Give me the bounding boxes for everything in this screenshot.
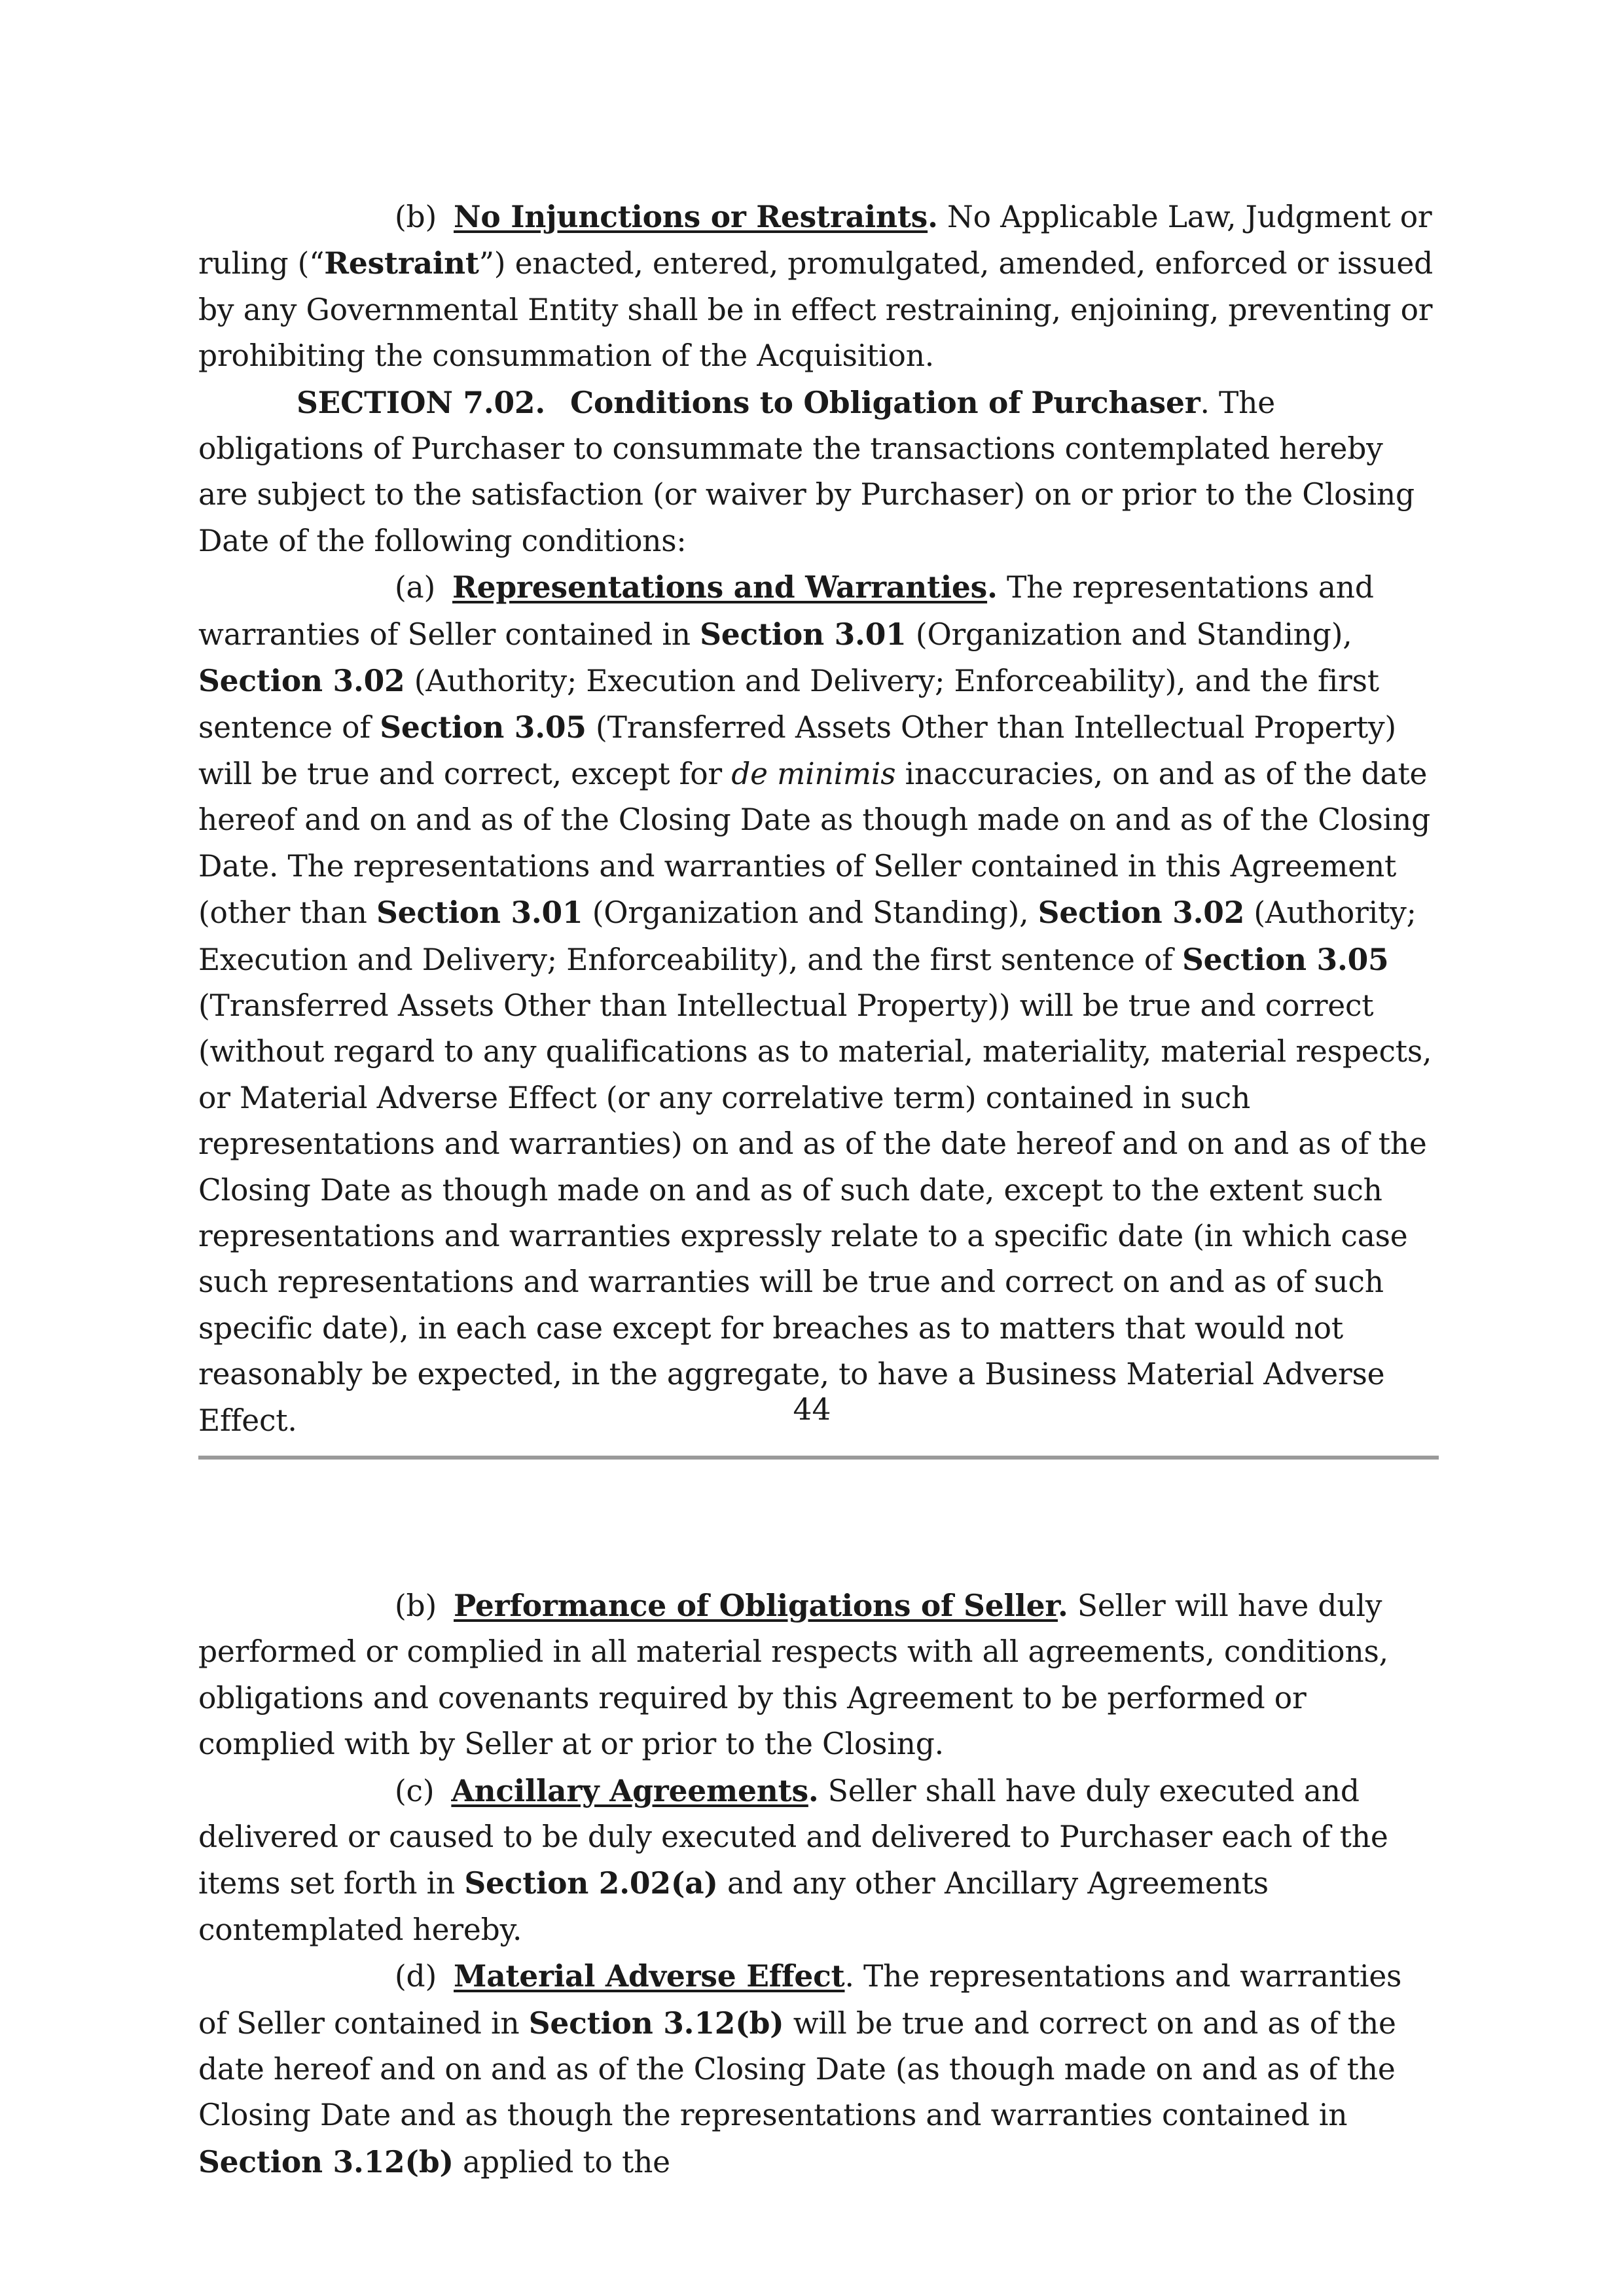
page-44-body [198, 194, 1439, 1444]
heading-punct: . [987, 569, 998, 605]
section-reference: Section 3.01 [700, 616, 907, 652]
clause-text: . The representations and warranties of Seller contained in [198, 1959, 1402, 2041]
section-reference: Section 3.01 [376, 895, 583, 931]
section-reference: Section 3.05 [1182, 941, 1389, 977]
clause-text: applied to the [453, 2144, 670, 2179]
clause-heading-wrap [454, 199, 938, 234]
clause-label: (c) [395, 1773, 435, 1808]
page-number: 44 [793, 1392, 831, 1427]
section-text: . The obligations of Purchaser to consummate the transactions contemplated hereby are subject to the satisfaction (or waiver by Purchaser) on or prior to the Closing Date of the following conditions: [198, 385, 1415, 558]
section-reference: Section 3.02 [198, 663, 405, 699]
heading-punct: . [1057, 1588, 1068, 1623]
clause-text: (Authority; Execution and Delivery; Enforceability), and the first sentence of [198, 664, 1379, 745]
paragraph-no-injunctions [198, 194, 1439, 380]
clause-heading: No Injunctions or Restraints [454, 199, 928, 234]
clause-label: (b) [395, 1588, 437, 1623]
heading-punct: . [808, 1772, 819, 1808]
clause-text: (Organization and Standing), [583, 895, 1038, 931]
section-title: Conditions to Obligation of Purchaser [570, 384, 1200, 420]
clause-heading-wrap [452, 569, 998, 605]
clause-text: inaccuracies, on and as of the date hereof and on and as of the Closing Date as though made on and as of the Closing Date. The representations and warranties of Seller contained in this Agreement (other than [198, 756, 1431, 931]
section-number: SECTION 7.02. [297, 384, 546, 420]
clause-heading-wrap [454, 1588, 1068, 1623]
paragraph-section-7-02 [198, 380, 1439, 565]
clause-heading-wrap [451, 1773, 818, 1808]
clause-heading: Representations and Warranties [452, 569, 988, 605]
clause-heading: Material Adverse Effect [454, 1958, 845, 1994]
clause-text: (Transferred Assets Other than Intellectual Property) will be true and correct, except for [198, 710, 1396, 791]
clause-text: ”) enacted, entered, promulgated, amended, enforced or issued by any Governmental Entity shall be in effect restraining, enjoining, preventing or prohibiting the consummation of the Acquisition. [198, 246, 1434, 374]
clause-text: Seller shall have duly executed and delivered or caused to be duly executed and delivered to Purchaser each of the items set forth in [198, 1773, 1388, 1901]
clause-text: No Applicable Law, Judgment or ruling (“ [198, 200, 1432, 281]
page-45-body [198, 1583, 1439, 2185]
clause-label: (b) [395, 200, 437, 234]
clause-text: (Transferred Assets Other than Intellectual Property)) will be true and correct (without regard to any qualifications as to material, materiality, material respects, or Material Adverse Effect (or any correlative term) contained in such representations and warranties) on and as of the date hereof and on and as of the Closing Date as though made on and as of such date, except to the extent such representations and warranties expressly relate to a specific date (in which case such representations and warranties will be true and correct on and as of such specific date), in each case except for breaches as to matters that would not reasonably be expected, in the aggregate, to have a Business Material Adverse Effect. [198, 988, 1432, 1438]
clause-text: will be true and correct on and as of the date hereof and on and as of the Closing Date (as though made on and as of the Closing Date and as though the representations and warranties contained in [198, 2005, 1396, 2133]
clause-label: (a) [395, 570, 436, 605]
defined-term: Restraint [324, 245, 479, 281]
section-reference: Section 3.12(b) [198, 2144, 454, 2179]
clause-text: Seller will have duly performed or complied in all material respects with all agreements, conditions, obligations and covenants required by this Agreement to be performed or complied with by Seller at or prior to the Closing. [198, 1588, 1388, 1762]
section-reference: Section 3.12(b) [528, 2005, 784, 2041]
paragraph-representations-warranties [198, 564, 1439, 1444]
clause-heading: Performance of Obligations of Seller [454, 1588, 1058, 1623]
clause-label: (d) [395, 1959, 437, 1994]
clause-text: (Organization and Standing), [906, 617, 1352, 652]
paragraph-ancillary-agreements [198, 1768, 1439, 1954]
section-reference: Section 3.02 [1038, 895, 1245, 931]
heading-punct: . [928, 199, 938, 234]
italic-term: de minimis [731, 756, 896, 791]
clause-heading: Ancillary Agreements [451, 1772, 808, 1808]
section-reference: Section 3.05 [380, 709, 586, 745]
paragraph-performance-obligations [198, 1583, 1439, 1768]
page-break-divider [198, 1456, 1439, 1460]
paragraph-material-adverse-effect [198, 1953, 1439, 2185]
section-reference: Section 2.02(a) [464, 1865, 718, 1901]
clause-text: The representations and warranties of Seller contained in [198, 570, 1374, 652]
clause-text: and any other Ancillary Agreements contemplated hereby. [198, 1866, 1269, 1947]
clause-text: (Authority; Execution and Delivery; Enforceability), and the first sentence of [198, 895, 1416, 977]
